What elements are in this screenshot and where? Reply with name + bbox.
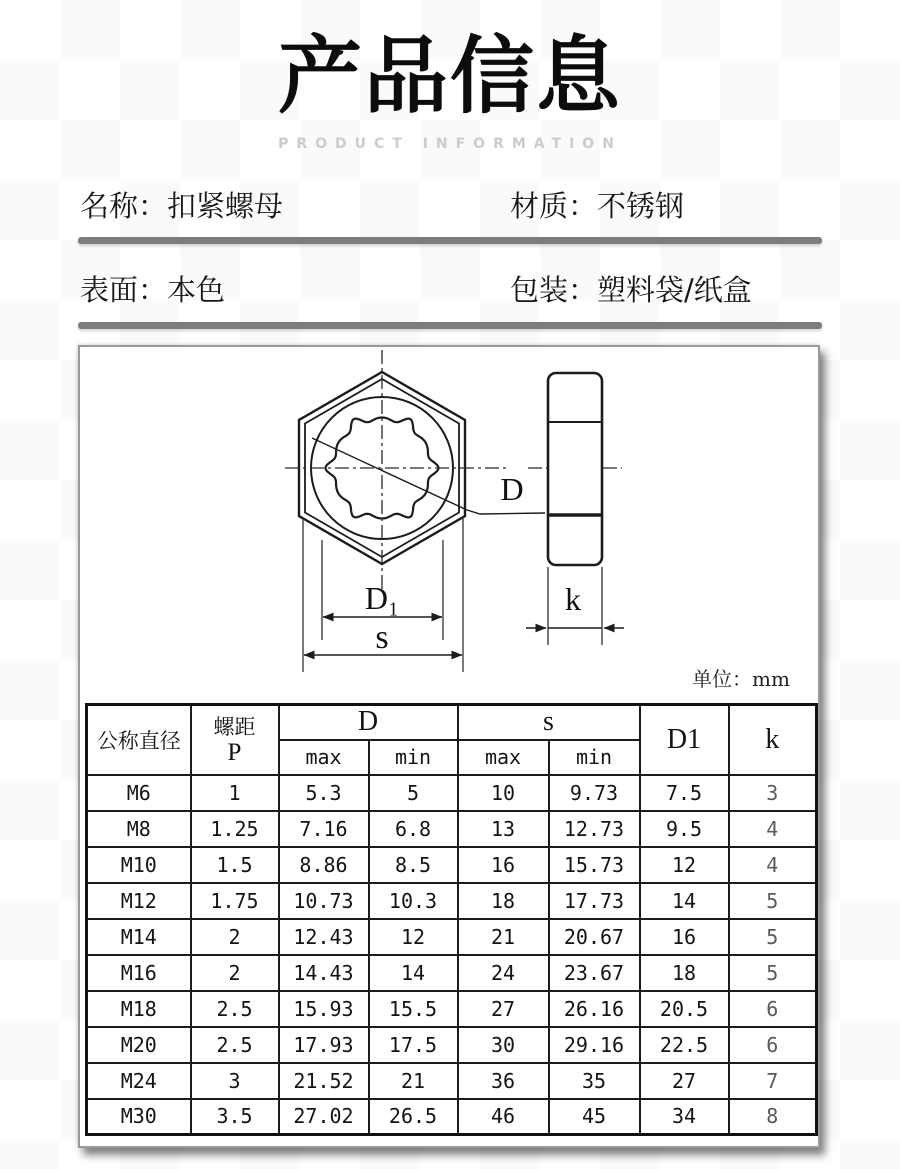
unit-note: 单位：mm	[692, 667, 790, 691]
cell: 29.16	[549, 1027, 640, 1063]
cell: 24	[458, 955, 549, 991]
header-d-max: max	[279, 740, 369, 775]
cell: 35	[549, 1063, 640, 1099]
cell: 21	[458, 919, 549, 955]
cell: 36	[458, 1063, 549, 1099]
cell: 3	[191, 1063, 279, 1099]
cell: 6	[729, 1027, 817, 1063]
cell: 14	[640, 883, 729, 919]
table-row	[87, 991, 817, 1027]
cell: M24	[87, 1063, 191, 1099]
header-d-min: min	[369, 740, 458, 775]
spec-material-value: 不锈钢	[597, 189, 685, 223]
divider-line-top	[78, 237, 822, 244]
cell: 12.43	[279, 919, 369, 955]
cell: 12.73	[549, 811, 640, 847]
spec-packing	[510, 268, 752, 309]
header-pitch-cn: 螺距	[213, 714, 256, 739]
cell: 18	[640, 955, 729, 991]
header-pitch-p: P	[227, 738, 242, 766]
cell: 2.5	[191, 1027, 279, 1063]
table-row	[87, 1063, 817, 1099]
cell: M18	[87, 991, 191, 1027]
cell: 3	[729, 775, 817, 811]
cell: 12	[640, 847, 729, 883]
cell: 30	[458, 1027, 549, 1063]
spec-surface	[80, 268, 225, 309]
table-row	[87, 919, 817, 955]
cell: 21	[369, 1063, 458, 1099]
cell: 23.67	[549, 955, 640, 991]
dimension-s-label: s	[375, 619, 389, 656]
cell: 17.5	[369, 1027, 458, 1063]
cell: 22.5	[640, 1027, 729, 1063]
cell: 14.43	[279, 955, 369, 991]
cell: 16	[640, 919, 729, 955]
header-s-min: min	[549, 740, 640, 775]
cell: 8.5	[369, 847, 458, 883]
cell: 8	[729, 1099, 817, 1135]
table-row	[87, 1099, 817, 1135]
cell: 2	[191, 955, 279, 991]
cell: 34	[640, 1099, 729, 1135]
side-view-outline	[548, 373, 602, 565]
cell: 16	[458, 847, 549, 883]
cell: M20	[87, 1027, 191, 1063]
header-nominal-diameter: 公称直径	[87, 705, 191, 775]
cell: M6	[87, 775, 191, 811]
cell: 1.5	[191, 847, 279, 883]
header-pitch	[191, 705, 279, 775]
header-d-group: D	[279, 705, 458, 740]
cell: 27.02	[279, 1099, 369, 1135]
table-row	[87, 811, 817, 847]
dimensions-table	[85, 703, 818, 1136]
cell: 6.8	[369, 811, 458, 847]
cell: 10	[458, 775, 549, 811]
cell: 8.86	[279, 847, 369, 883]
spec-packing-value: 塑料袋/纸盒	[597, 273, 752, 307]
lock-nut-technical-drawing	[80, 347, 818, 703]
cell: M10	[87, 847, 191, 883]
cell: 1	[191, 775, 279, 811]
cell: 20.67	[549, 919, 640, 955]
cell: 7	[729, 1063, 817, 1099]
cell: 5	[729, 955, 817, 991]
cell: 7.5	[640, 775, 729, 811]
cell: 4	[729, 811, 817, 847]
cell: 10.3	[369, 883, 458, 919]
cell: 46	[458, 1099, 549, 1135]
cell: 13	[458, 811, 549, 847]
spec-material	[510, 184, 684, 225]
cell: 5.3	[279, 775, 369, 811]
cell: 3.5	[191, 1099, 279, 1135]
header-d1: D1	[640, 705, 729, 775]
cell: 12	[369, 919, 458, 955]
table-row	[87, 847, 817, 883]
cell: 27	[640, 1063, 729, 1099]
drawing-and-table-frame	[78, 345, 820, 1148]
cell: 9.73	[549, 775, 640, 811]
cell: 15.73	[549, 847, 640, 883]
spec-surface-label: 表面：	[80, 273, 168, 307]
cell: 21.52	[279, 1063, 369, 1099]
cell: 5	[729, 919, 817, 955]
table-row	[87, 883, 817, 919]
cell: 18	[458, 883, 549, 919]
cell: 1.25	[191, 811, 279, 847]
header-s-max: max	[458, 740, 549, 775]
dimension-d1-label: D₁	[364, 580, 400, 616]
spec-name-label: 名称：	[80, 189, 168, 223]
cell: 14	[369, 955, 458, 991]
cell: 17.93	[279, 1027, 369, 1063]
spec-surface-value: 本色	[167, 273, 226, 307]
cell: 5	[729, 883, 817, 919]
cell: 26.16	[549, 991, 640, 1027]
cell: 2	[191, 919, 279, 955]
cell: 2.5	[191, 991, 279, 1027]
cell: 20.5	[640, 991, 729, 1027]
cell: 45	[549, 1099, 640, 1135]
dimension-k-label: k	[565, 581, 581, 617]
cell: 27	[458, 991, 549, 1027]
spec-name	[80, 184, 283, 225]
divider-line-bottom	[78, 322, 822, 329]
cell: 15.93	[279, 991, 369, 1027]
cell: 7.16	[279, 811, 369, 847]
cell: M30	[87, 1099, 191, 1135]
spec-name-value: 扣紧螺母	[167, 189, 284, 223]
cell: 17.73	[549, 883, 640, 919]
spec-packing-label: 包装：	[510, 273, 598, 307]
cell: 26.5	[369, 1099, 458, 1135]
cell: 9.5	[640, 811, 729, 847]
table-row	[87, 1027, 817, 1063]
table-row	[87, 775, 817, 811]
table-row	[87, 955, 817, 991]
cell: M16	[87, 955, 191, 991]
page-title: 产品信息	[277, 27, 622, 125]
cell: M8	[87, 811, 191, 847]
spec-material-label: 材质：	[510, 189, 598, 223]
cell: 15.5	[369, 991, 458, 1027]
dimension-d-label: D	[500, 471, 524, 507]
cell: 10.73	[279, 883, 369, 919]
cell: 5	[369, 775, 458, 811]
cell: 4	[729, 847, 817, 883]
header-s-group: s	[458, 705, 640, 740]
cell: 1.75	[191, 883, 279, 919]
cell: M12	[87, 883, 191, 919]
page-subtitle: PRODUCT INFORMATION	[278, 136, 622, 152]
cell: M14	[87, 919, 191, 955]
cell: 6	[729, 991, 817, 1027]
header-k: k	[729, 705, 817, 775]
